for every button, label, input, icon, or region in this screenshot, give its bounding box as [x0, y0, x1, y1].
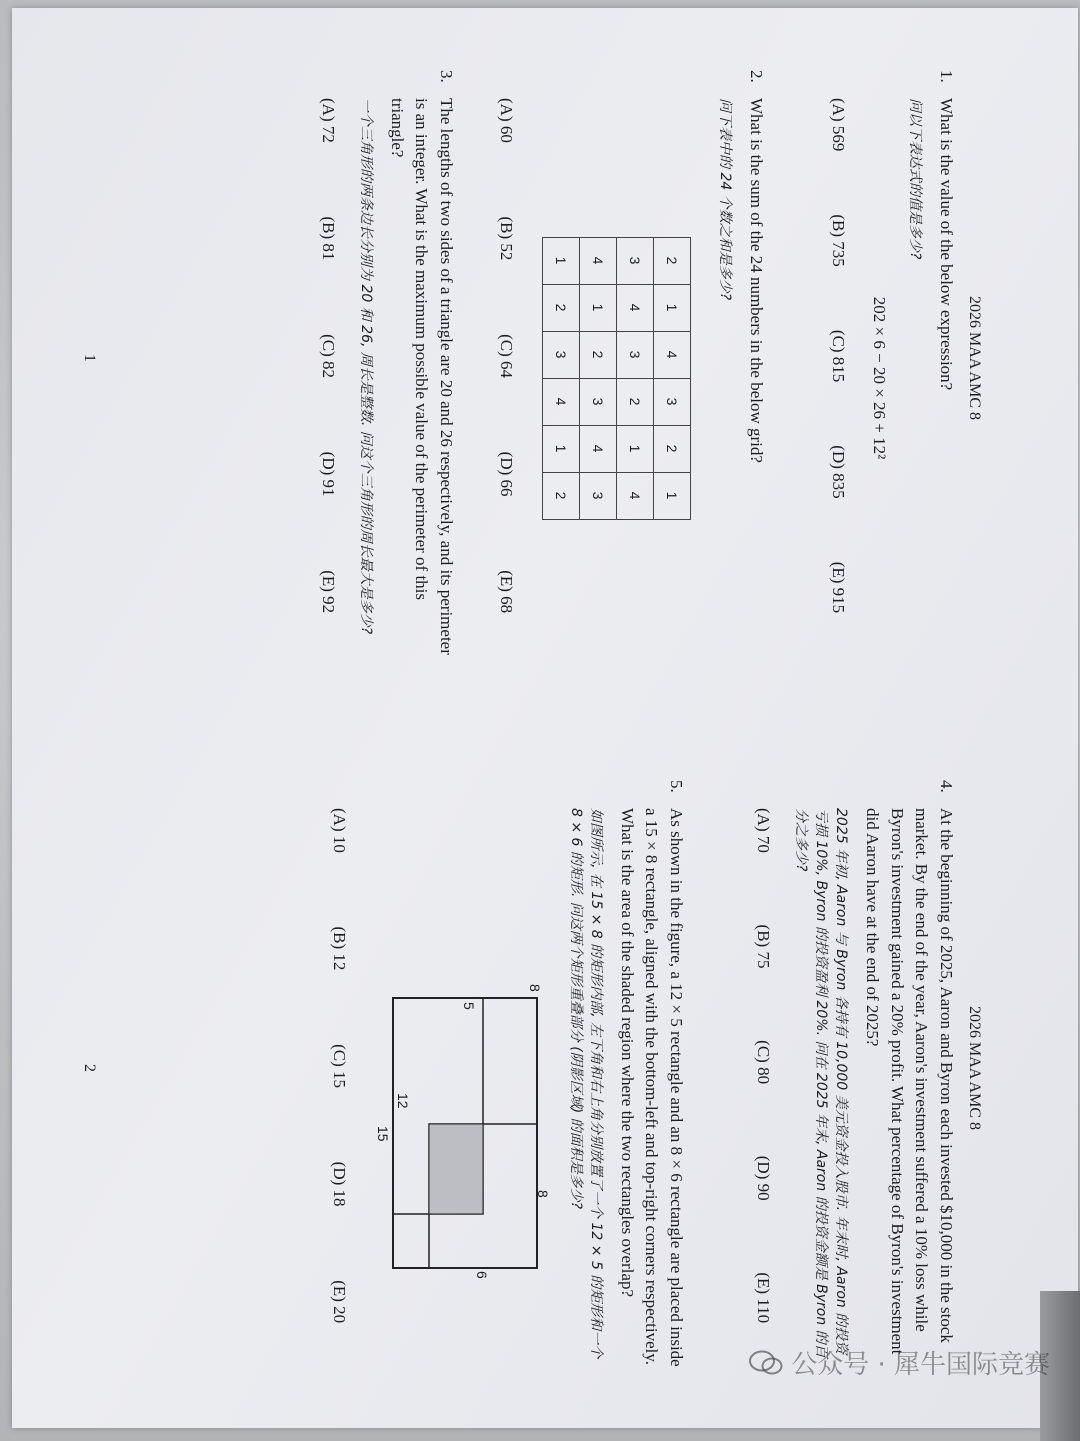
answer-choices — [327, 808, 352, 1323]
problem-text-cn: 2025 年初, Aaron 与 Byron 各持有 10,000 美元资金投入股市. 年末时, Aaron 的投资亏损 10%, Byron 的投资盈利 20%. 问在 2025 年末, Aaron 的投资金额是 Byron 的百分之多少? — [792, 808, 850, 1358]
page-number: 2 — [81, 1064, 99, 1072]
choice-d: (D) 90 — [753, 1155, 773, 1201]
choice-b: (B) 81 — [318, 216, 338, 261]
page-header: 2026 MAA AMC 8 — [966, 295, 983, 421]
grid-cell: 4 — [654, 331, 691, 378]
rectangles-figure — [375, 978, 552, 1279]
choice-b: (B) 12 — [330, 926, 350, 971]
problem-text-cn: 一个三角形的两条边长分别为 20 和 26, 周长是整数. 问这个三角形的周长最大是多少? — [358, 98, 375, 635]
grid-cell: 4 — [543, 378, 580, 425]
grid-cell: 3 — [543, 331, 580, 378]
label-outer-bottom: 15 — [375, 1126, 392, 1142]
choice-c: (C) 82 — [318, 334, 338, 379]
choice-c: (C) 80 — [753, 1040, 773, 1085]
grid-row — [617, 237, 654, 519]
problem-text: At the beginning of 2025, Aaron and Byron each invested $10,000 in the stock market. By the end of the year, Aaron's investment suffered a 10% loss while Byron's investment gained a 20% profit. What percentage of Byron's investment did Aaron have at the end of 2025? — [863, 808, 956, 1355]
choice-e: (E) 915 — [829, 561, 849, 614]
problem-number: 3. — [437, 70, 456, 83]
choice-b: (B) 75 — [753, 924, 773, 969]
expression: 202 × 6 − 20 × 26 + 12² — [870, 296, 890, 460]
label-inner-bottom: 12 — [395, 1093, 412, 1109]
grid-cell: 3 — [580, 472, 617, 519]
choice-a: (A) 72 — [318, 98, 338, 143]
choice-d: (D) 18 — [330, 1161, 350, 1207]
exam-paper — [12, 8, 1078, 1428]
grid-cell: 1 — [617, 425, 654, 472]
answer-choices — [493, 98, 518, 613]
choice-d: (D) 91 — [318, 451, 338, 497]
choice-e: (E) 68 — [497, 570, 517, 614]
problem-text: What is the sum of the 24 numbers in the below grid? — [747, 98, 766, 463]
shaded-overlap — [429, 1124, 483, 1214]
label-top: 8 — [535, 1190, 552, 1198]
grid-cell: 2 — [543, 472, 580, 519]
grid-cell: 3 — [654, 378, 691, 425]
grid-cell: 2 — [654, 425, 691, 472]
choice-b: (B) 735 — [829, 214, 849, 267]
answer-choices — [826, 98, 851, 613]
problem-4 — [750, 780, 958, 1368]
choice-c: (C) 64 — [497, 334, 517, 379]
choice-a: (A) 569 — [829, 98, 849, 152]
problem-text-cn: 问以下表达式的值是多少? — [907, 98, 924, 260]
grid-cell: 1 — [654, 472, 691, 519]
grid-cell: 1 — [580, 284, 617, 331]
choice-a: (A) 70 — [753, 808, 773, 853]
problem-text-cn: 问下表中的 24 个数之和是多少? — [717, 98, 734, 301]
rotated-sheet — [18, 8, 1078, 1428]
page-header: 2026 MAA AMC 8 — [966, 1005, 983, 1131]
problem-2 — [493, 70, 768, 658]
grid-cell: 2 — [543, 284, 580, 331]
problem-text: As shown in the figure, a 12 × 5 rectangle and an 8 × 6 rectangle are placed inside a 15 × 8 rectangle, aligned with the bottom-left and top-right corners respectively. What is the area of the shaded region where the two rectangles overlap? — [617, 808, 686, 1367]
choice-a: (A) 60 — [497, 98, 517, 143]
grid-cell: 2 — [654, 237, 691, 284]
choice-d: (D) 66 — [497, 451, 517, 497]
choice-b: (B) 52 — [497, 216, 517, 261]
choice-e: (E) 110 — [753, 1272, 773, 1324]
grid-cell: 3 — [617, 237, 654, 284]
grid-cell: 1 — [543, 425, 580, 472]
page-number: 1 — [81, 354, 99, 362]
page-2 — [18, 718, 1078, 1418]
watermark — [749, 1344, 1050, 1381]
grid-cell: 4 — [617, 284, 654, 331]
number-grid — [542, 237, 691, 520]
choice-e: (E) 20 — [330, 1280, 350, 1324]
problem-text: What is the value of the below expression? — [937, 98, 956, 391]
problem-number: 2. — [747, 70, 766, 83]
grid-row — [654, 237, 691, 519]
grid-row — [543, 237, 580, 519]
problem-3 — [315, 70, 458, 658]
problem-1 — [826, 70, 958, 658]
label-left-inner: 5 — [461, 1002, 478, 1010]
label-right: 6 — [474, 1271, 491, 1279]
grid-cell: 4 — [580, 425, 617, 472]
problem-number: 1. — [937, 70, 956, 83]
grid-cell: 3 — [617, 331, 654, 378]
label-left-outer: 8 — [527, 984, 544, 992]
problem-number: 5. — [667, 780, 686, 793]
choice-e: (E) 92 — [318, 570, 338, 614]
problem-text-cn: 如图所示, 在 15 × 8 的矩形内部, 左下角和右上角分别放置了一个 12 × 5 的矩形和一个 8 × 6 的矩形. 问这两个矩形重叠部分 (阴影区域) 的面积是多少? — [567, 808, 605, 1359]
choice-d: (D) 835 — [829, 445, 849, 499]
problem-text: The lengths of two sides of a triangle are 20 and 26 respectively, and its perimeter is an integer. What is the maximum possible value of the perimeter of this triangle? — [387, 98, 456, 655]
grid-row — [580, 237, 617, 519]
grid-cell: 4 — [617, 472, 654, 519]
grid-cell: 4 — [580, 237, 617, 284]
answer-choices — [315, 98, 340, 613]
choice-c: (C) 15 — [330, 1044, 350, 1089]
rectangles-diagram — [377, 978, 547, 1278]
choice-a: (A) 10 — [330, 808, 350, 853]
problem-number: 4. — [937, 780, 956, 793]
watermark-text: 公众号 · 犀牛国际竞赛 — [791, 1350, 1050, 1380]
grid-cell: 2 — [580, 331, 617, 378]
grid-cell: 1 — [543, 237, 580, 284]
grid-cell: 3 — [580, 378, 617, 425]
wechat-icon — [749, 1350, 783, 1376]
page-1 — [18, 8, 1078, 708]
choice-c: (C) 815 — [829, 329, 849, 383]
grid-cell: 1 — [654, 284, 691, 331]
answer-choices — [750, 808, 775, 1323]
grid-cell: 2 — [617, 378, 654, 425]
problem-5 — [327, 780, 688, 1368]
